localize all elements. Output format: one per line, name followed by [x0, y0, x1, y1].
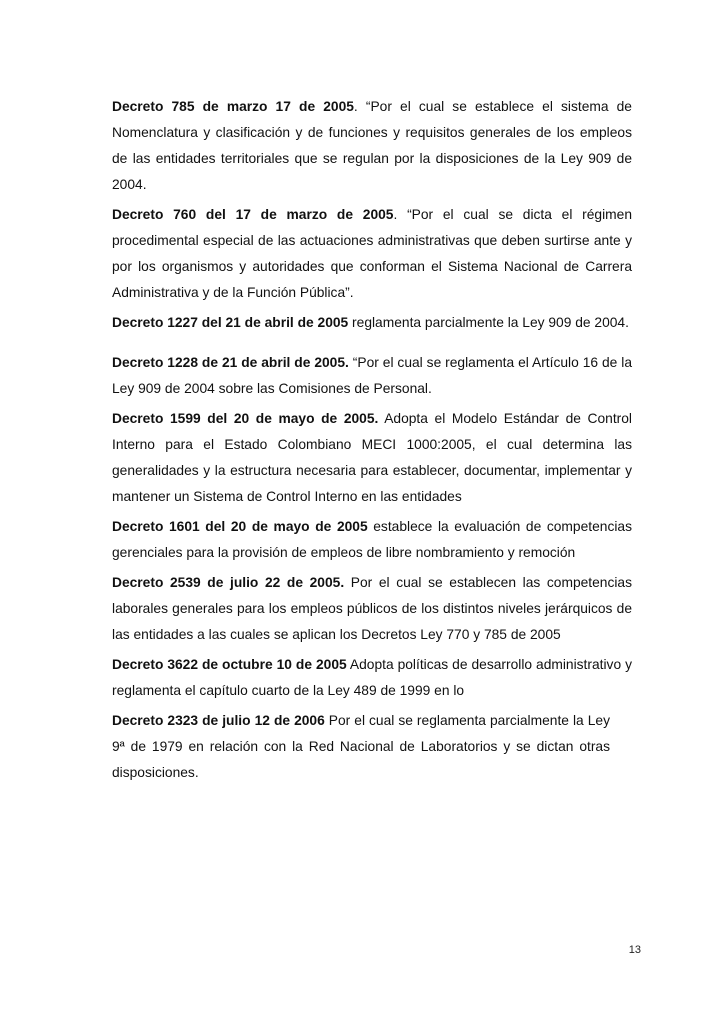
page-number: 13	[628, 944, 641, 956]
decree-entry	[112, 514, 632, 566]
decree-entry	[112, 310, 632, 336]
decree-entry	[112, 94, 632, 198]
decree-entry	[112, 652, 632, 704]
decree-text: . “Por el cual se dicta el régimen procedimental especial de las actuaciones administrativas que deben surtirse ante y por los organismos y autoridades que conforman el Sistema Nacional de Carrera Administrativa y de la Función Pública”.	[112, 207, 632, 300]
decree-title: Decreto 3622 de octubre 10 de 2005	[112, 657, 347, 672]
decree-title: Decreto 1599 del 20 de mayo de 2005.	[112, 411, 379, 426]
decree-text: Por el cual se establecen las competencias laborales generales para los empleos públicos de los distintos niveles jerárquicos de las entidades a las cuales se aplican los Decretos Ley 770 y 785 de 2005	[112, 575, 633, 642]
decree-title: Decreto 1228 de 21 de abril de 2005.	[112, 355, 349, 370]
decree-title: Decreto 785 de marzo 17 de 2005	[112, 99, 354, 114]
decree-entry	[112, 350, 632, 402]
decree-text: Por el cual se reglamenta parcialmente la Ley 9ª de 1979 en relación con la Red Nacional de Laboratorios y se dictan otras disposiciones.	[112, 713, 610, 780]
decree-text: establece la evaluación de competencias gerenciales para la provisión de empleos de libre nombramiento y remoción	[112, 519, 632, 560]
decree-title: Decreto 760 del 17 de marzo de 2005	[112, 207, 394, 222]
decree-title: Decreto 1227 del 21 de abril de 2005	[112, 315, 349, 330]
decree-text: Adopta políticas de desarrollo administrativo y reglamenta el capítulo cuarto de la Ley 489 de 1999 en lo	[112, 657, 632, 698]
decree-entry	[112, 570, 632, 648]
decree-entry	[112, 708, 610, 786]
decree-text: reglamenta parcialmente la Ley 909 de 2004.	[348, 315, 629, 330]
decree-text: Adopta el Modelo Estándar de Control Interno para el Estado Colombiano MECI 1000:2005, el cual determina las generalidades y la estructura necesaria para establecer, documentar, implementar y mantener un Sistema de Control Interno en las entidades	[112, 411, 632, 504]
decree-text: “Por el cual se reglamenta el Artículo 16 de la Ley 909 de 2004 sobre las Comisiones de Personal.	[112, 355, 632, 396]
decree-title: Decreto 1601 del 20 de mayo de 2005	[112, 519, 368, 534]
decree-title: Decreto 2539 de julio 22 de 2005.	[112, 575, 345, 590]
decree-entry	[112, 406, 632, 510]
decree-list	[112, 94, 632, 790]
decree-text: . “Por el cual se establece el sistema de Nomenclatura y clasificación y de funciones y requisitos generales de los empleos de las entidades territoriales que se regulan por la disposiciones de la Ley 909 de 2004.	[112, 99, 632, 192]
decree-entry	[112, 202, 632, 306]
decree-title: Decreto 2323 de julio 12 de 2006	[112, 713, 325, 728]
